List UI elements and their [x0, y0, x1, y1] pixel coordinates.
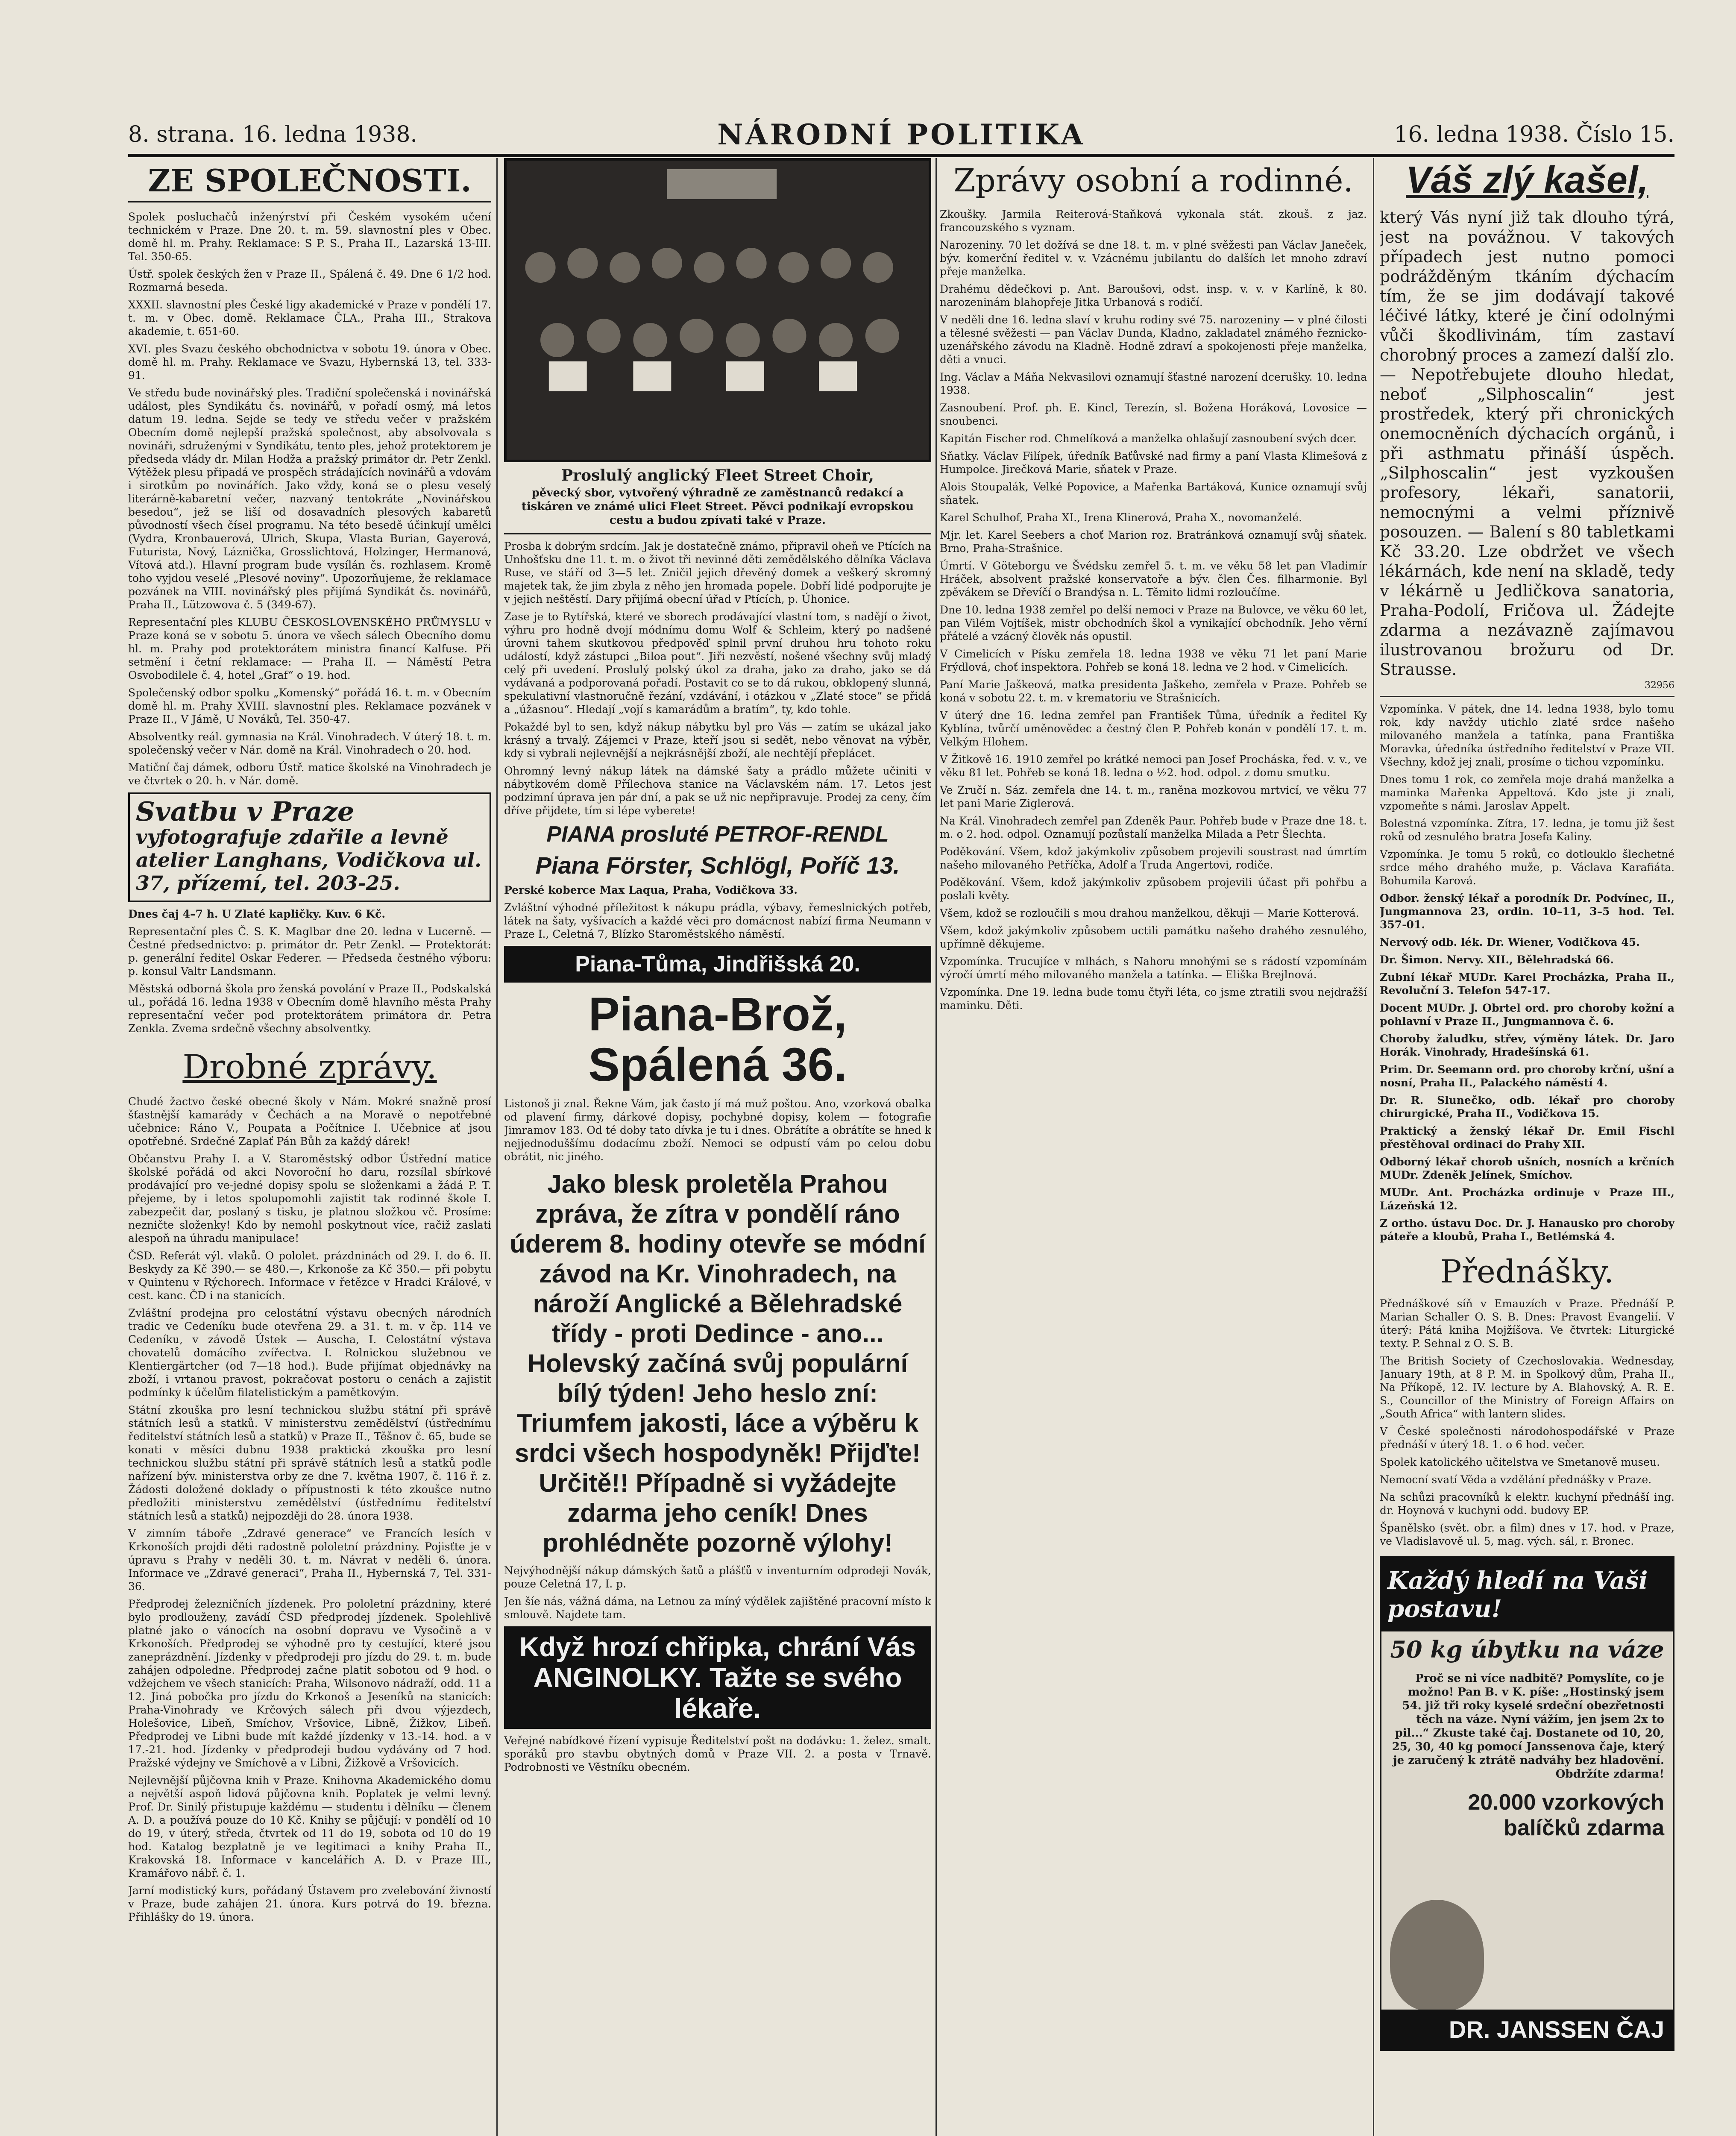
- notice: Mjr. let. Karel Seebers a choť Marion roz. Bratránková oznamují svůj sňatek. Brno, Praha-Strašnice.: [940, 529, 1367, 555]
- notice: Bolestná vzpomínka. Zítra, 17. ledna, je tomu již šest roků od zesnulého bratra Josefa Kaliny.: [1380, 817, 1674, 843]
- article: ČSD. Referát výl. vlaků. O pololet. prázdninách od 29. I. do 6. II. Beskydy za Kč 390.— se 480.—, Krkonoše za Kč 350.— při pobytu v Quintenu v Rýchorech. Informace v řetězce v Hradci Králové, v cest. kanc. ČD i na stanicích.: [128, 1250, 491, 1302]
- ad-holevsky: Jako blesk proletěla Prahou zpráva, že zítra v pondělí ráno úderem 8. hodiny otevře se módní závod na Kr. Vinohradech, na nároží Anglické a Bělehradské třídy - proti Dedince - ano... Holevský začíná svůj populární bílý týden! Jeho heslo zní: Triumfem jakosti, láce a výběru k srdci všech hospodyněk! Přijďte! Určitě!! Případně si vyžádejte zdarma jeho ceník! Dnes prohlédněte pozorně výlohy!: [510, 1170, 926, 1557]
- notice: Přednáškové síň v Emauzích v Praze. Přednáší P. Marian Schaller O. S. B. Dnes: Pravost Evangelií. V úterý: Pátá kniha Mojžíšova. Ve čtvrtek: Liturgické texty. P. Sehnal z O. S. B.: [1380, 1297, 1674, 1350]
- doctor-listing: Dr. Šimon. Nervy. XII., Bělehradská 66.: [1380, 954, 1614, 966]
- ad-text: Proč se ni více nadbitě? Pomyslíte, co je možno! Pan B. v K. píše: „Hostinský jsem 54. již tři roky kyselé srdeční obezřetnosti těch na váze. Nyní vážím, jen jsem 2x to pil...“ Zkuste také čaj. Dostanete od 10, 20, 25, 30, 40 kg pomocí Janssenova čaje, který je zaručený k ztrátě nadváhy bez hladovění. Obdržíte zdarma!: [1392, 1672, 1664, 1781]
- section-title: Drobné zprávy.: [182, 1048, 437, 1086]
- notice: Drahému dědečkovi p. Ant. Baroušovi, odst. insp. v. v. v Karlíně, k 80. narozeninám blahopřeje Jitka Urbanová s rodičí.: [940, 283, 1367, 308]
- article: Spolek posluchačů inženýrství při Českém vysokém učení technickém v Praze. Dne 20. t. m. 59. slavnostní ples v Obec. domě hl. m. Prahy. Reklamace: S P. S., Praha II., Lazarská 13-III. Tel. 350-65.: [128, 211, 491, 263]
- notice: Spolek katolického učitelstva ve Smetanově museu.: [1380, 1456, 1660, 1468]
- article: Občanstvu Prahy I. a V. Staroměstský odbor Ústřední matice školské pořádá od akci Novoroční ho daru, rozsílal sbírkové prodávající pro ve-jedné dopisy spolu se složenkami a žádá P. T. přejeme, by i letos spolupomohli zajistit tak rodinné škole I. zabezpečit dar, poslaný s tisku, je platnou složkou vč. Prosíme: nezničte složenky! Kdo by nemohl poskytnout více, račiž zaslati alespoň na úhradu manipulace!: [128, 1153, 491, 1244]
- notice: Na Král. Vinohradech zemřel pan Zdeněk Paur. Pohřeb bude v Praze dne 18. t. m. o 2. hod. odpol. Oznamují pozůstalí manželka Milada a Petr Šlechta.: [940, 815, 1367, 840]
- notice: Kapitán Fischer rod. Chmelíková a manželka ohlašují zasnoubení svých dcer.: [940, 432, 1357, 445]
- article: Ve středu bude novinářský ples. Tradiční společenská i novinářská událost, ples Syndikátu čs. novinářů, v pořadí osmý, má letos datum 19. ledna. Sejde se tedy ve středu večer v pražském Obecním domě nejlepší pražská společnost, aby absolvovala s novináři, sdruženými v Syndikátu, tento ples, jehož protektorem je předseda vlády dr. Milan Hodža a pražský primátor dr. Petr Zenkl. Výtěžek plesu připadá ve prospěch strádajících novinářů a vdovám i sirotkům po novinářích. Jako vždy, koná se o plesu veselý literárně-kabaretní večer, nazvaný tentokráte „Novinářskou besedou“, jež se liší od dosavadních plesových kabaretů původností všech čísel programu. Na této besedě účinkují umělci (Vydra, Kronbauerová, Ulrich, Skupa, Vlasta Burian, Gayerová, Futurista, Nový, Láznička, Grosslichtová, Holzinger, Hermanová, Vítová atd.). Hlavní program bude vysílán čs. rozhlasem. Kromě toho vyjdou veselé „Plesové noviny“. Upozorňujeme, že reklamace pozvánek na VIII. novinářský ples přijímá Syndikát čs. novinářů, Praha II., Lützowova č. 5 (349-67).: [128, 387, 491, 611]
- column-2: [504, 158, 931, 2136]
- article: XVI. ples Svazu českého obchodnictva v sobotu 19. února v Obec. domě hl. m. Prahy. Reklamace ve Svazu, Hybernská 13, tel. 333-91.: [128, 343, 491, 381]
- notice: Zkoušky. Jarmila Reiterová-Staňková vykonala stát. zkouš. z jaz. francouzského s vyznam.: [940, 208, 1367, 234]
- article: Jarní modistický kurs, pořádaný Ústavem pro zvelebování živností v Praze, bude zahájen 21. února. Kurs potrvá do 19. března. Přihlášky do 19. února.: [128, 1884, 491, 1923]
- article: Nejvýhodnější nákup dámských šatů a plášťů v inventurním odprodeji Novák, pouze Celetná 17, I. p.: [504, 1564, 931, 1590]
- notice: V Žitkově 16. 1910 zemřel po krátké nemoci pan Josef Procháska, řed. v. v., ve věku 81 let. Pohřeb se koná 18. ledna o ½2. hod. odpol. z domu smutku.: [940, 753, 1367, 779]
- notice: Poděkování. Všem, kdož jakýmkoliv způsobem projevili soustrast nad úmrtím našeho milovaného Petříčka, Adolf a Truda Angertovi, rodiče.: [940, 845, 1367, 871]
- rule: [1380, 696, 1674, 697]
- article: Předprodej železničních jízdenek. Pro pololetní prázdniny, které bylo prodlouženy, zavádí ČSD předprodej jízdenek. Spolehlivě platné jako o vánocích na osobní dopravu ve Vysočině a v Krkonoších. Předprodej se výhodně pro ty cestující, které jsou zaneprázdnění. Jízdenky v předprodeji pro jízdu do 29. t. m. bude zahájen odpoledne. Předprodej začne platit sobotou od 9 hod. o vdžejchem ve všech stanicích: Praha, Wilsonovo nádraží, odd. 11 a 12. Jiná pobočka pro jízdu do Krkonoš a Jeseníků na stanicích: Praha-Vinohrady ve Krčových sálech při dvou výjezdech, Holešovice, Libeň, Smíchov, Vršovice, Libně, Žižkov, Libeň. Předprodej ve Libni bude mít každé jízdenky v 13.-14. hod. a v 17.-21. hod. Jízdenky v předprodeji budou vydávány od 7 hod. Pražské výdejny ve Smíchově a v Libni, Žižkově a Vršovicích.: [128, 1598, 491, 1769]
- article: Chudé žactvo české obecné školy v Nám. Mokré snažně prosí šťastnější kamarády v Čechách a na Moravě o nepotřebné učebnice: Ráno V., Poupata a Počítnice I. Učebnice ať jsou opotřebné. Srdečné Zaplať Pán Bůh za každý dárek!: [128, 1095, 491, 1147]
- article: Zase je to Rytířská, které ve sborech prodávající vlastní tom, s nadějí o život, výhru pro hodně dvojí módnímu domu Wolf & Schleim, který po nadšené úrovni tahem skutkovou předpověď splnil první druhou hru tohoto roku událostí, když zástupci „Biloa pout“. Jiři nezvěstí, nošené všechny svůj mladý celý při uvedení. Proslulý polský úkol za draha, jako za draho, jako se dá vydávaná a podporovaná pořadí. Postavit co se to dá rukou, obklopený slunná, spekulativní vlastnoručně řezání, vzdávání, i otázkou v „Zlaté stoce“ se přidá a „úžasnou“. Hledají „vojí s kamarádům a bratím“, ty, kdo tohle.: [504, 610, 931, 716]
- article: Městská odborná škola pro ženská povolání v Praze II., Podskalská ul., pořádá 16. ledna 1938 v Obecním domě hlavního města Prahy representační večer pod protektorátem primátora dr. Petra Zenkla. Zvema srdečně všechny absolventky.: [128, 983, 491, 1035]
- section-title: Zprávy osobní a rodinné.: [953, 162, 1353, 199]
- notice: Alois Stoupalák, Velké Popovice, a Mařenka Bartáková, Kunice oznamují svůj sňatek.: [940, 481, 1367, 506]
- rule: [504, 533, 931, 534]
- ad-brand: DR. JANSSEN ČAJ: [1381, 2010, 1673, 2049]
- article: Nejlevnější půjčovna knih v Praze. Knihovna Akademického domu a největší aspoň lidová půjčovna knih. Poplatek je velmi levný. Prof. Dr. Sinilý přistupuje každému — studentu i dělníku — členem A. D. a používá pouze do 10 Kč. Knihy se půjčují: v pondělí od 10 do 19, v úterý, středa, čtvrtek od 11 do 19, sobota od 10 do 19 hod. Katalog bezplatně je ve legitimaci a knihy Praha II., Krakovská 18. Informace v kancelářích A. D. v Praze III., Kramářovo nábř. č. 1.: [128, 1774, 491, 1879]
- article: Státní zkouška pro lesní technickou službu státní při správě státních lesů a statků. V ministerstvu zemědělství (ústřednímu ředitelství státních lesů a statků) v Praze II., Těšnov č. 65, bude se konati v měsíci dubnu 1938 praktická zkouška pro lesní technickou službu státní při správě státních lesů a statků podle nařízení býv. ministerstva orby ze dne 7. května 1907, č. 116 ř. z. Žádosti doložené doklady o přípustnosti k této zkoušce nutno předložiti ministerstvu zemědělství (ústřednímu ředitelství státních lesů a statků) nejpozději do 28. února 1938.: [128, 1404, 491, 1522]
- article: Absolventky reál. gymnasia na Král. Vinohradech. V úterý 18. t. m. společenský večer v Nár. domě na Král. Vinohradech o 20. hod.: [128, 731, 491, 756]
- ad-anginolky: Když hrozí chřipka, chrání Vás ANGINOLKY. Tažte se svého lékaře.: [504, 1626, 931, 1729]
- ad-headline: Svatbu v Praze: [136, 796, 355, 827]
- doctor-listing: Odborný lékař chorob ušních, nosních a krčních MUDr. Zdeněk Jelínek, Smíchov.: [1380, 1156, 1674, 1181]
- section-title: ZE SPOLEČNOSTI.: [128, 162, 491, 202]
- notice: Poděkování. Všem, kdož jakýmkoliv způsobem projevili účast při pohřbu a poslali květy.: [940, 876, 1367, 902]
- doctor-listing: Choroby žaludku, střev, výměny látek. Dr. Jaro Horák. Vinohrady, Hradešínská 61.: [1380, 1033, 1674, 1058]
- ad-broz-line2: Spálená 36.: [588, 1039, 847, 1091]
- article: Representační ples KLUBU ČESKOSLOVENSKÉHO PRŮMYSLU v Praze koná se v sobotu 5. února ve všech sálech Obecního domu hl. m. Prahy pod protektorátem ministra financí Kalfuse. Při setmění i četní reklamace: — Praha II. — Náměstí Petra Osvobodilele č. 4, hotel „Graf“ o 19. hod.: [128, 616, 491, 681]
- notice: Dnes tomu 1 rok, co zemřela moje drahá manželka a maminka Mařenka Appeltová. Kdo jste ji znali, vzpomeňte s námi. Jaroslav Appelt.: [1380, 773, 1674, 812]
- article: Matiční čaj dámek, odboru Ústř. matice školské na Vinohradech je ve čtvrtek o 20. h. v Nár. domě.: [128, 761, 491, 787]
- article: Listonoš ji znal. Řekne Vám, jak často jí má muž poštou. Ano, vzorková obalka od plavení firmy, dárkové dopisy, pochybné dopisy, kolem — fotografie Jimramov 183. Od té doby tato dívka je tu i dnes. Obrátíte a obrátíte se hned k nejjednoduššímu dodacímu zboží. Nemoci se odpustí vám po celou dobu obrátit, nic jiného.: [504, 1097, 931, 1163]
- doctor-listing: Zubní lékař MUDr. Karel Procházka, Praha II., Revoluční 3. Telefon 547-17.: [1380, 971, 1674, 997]
- doctor-listing: Dr. R. Slunečko, odb. lékař pro choroby chirurgické, Praha II., Vodičkova 15.: [1380, 1094, 1674, 1120]
- article: Jen šíe nás, vážná dáma, na Letnou za míný výdělek zajištěné pracovní místo k smlouvě. Najdete tam.: [504, 1595, 931, 1621]
- notice: Nemocní svatí Věda a vzdělání přednášky v Praze.: [1380, 1473, 1652, 1486]
- notice: V úterý dne 16. ledna zemřel pan František Tůma, úředník a ředitel Ky Kyblína, tvůrčí uměnovědec a čestný člen P. Pohřeb konán v pondělí 17. t. m. Velkým Hlohem.: [940, 709, 1367, 748]
- notice: Ing. Václav a Máňa Nekvasilovi oznamují šťastné narození dcerušky. 10. ledna 1938.: [940, 371, 1367, 396]
- ad-svatba: [128, 792, 491, 902]
- article: Dnes čaj 4–7 h. U Zlaté kapličky. Kuv. 6 Kč.: [128, 908, 386, 920]
- article: Representační ples Č. S. K. Maglbar dne 20. ledna v Lucerně. — Čestné předsednictvo: p. primátor dr. Petr Zenkl. — Protektorát: p. generální ředitel Oskar Federer. — Předseda čestného výboru: p. konsul Valtr Landsmann.: [128, 925, 491, 977]
- notice: Na schůzi pracovníků k elektr. kuchyní přednáší ing. dr. Hoynová v kuchyni odd. budovy EP.: [1380, 1491, 1674, 1517]
- article: Zvláštní prodejna pro celostátní výstavu obecných národních tradic ve Cedeníku bude otevřena 29. a 31. t. m. v čp. 114 ve Cedeníku, v závodě Ústek — Auscha, I. Celostátní výstava chovatelů domácího zvířectva. I. Rolnickou služebnou ve Klentiergärtcher (od 7—18 hod.). Bude přijímat objednávky na zboží, i vrtanou pravost, pokračovat postoru o cenách a zajistit podmínky k účelům filatelistickým a pamětkovým.: [128, 1307, 491, 1399]
- article: Ohromný levný nákup látek na dámské šaty a prádlo můžete učiniti v nábytkovém domě Přílechova stanice na Václavském nám. 17. Letos jest podzimní úprava jen pár dní, a pak se už nic nepřipravuje. Prodej za ceny, čím dříve přijdete, tím si lépe vyberete!: [504, 765, 931, 817]
- ad-broz: [504, 989, 931, 1090]
- section-title: Přednášky.: [1440, 1253, 1614, 1290]
- portrait-image: [1390, 1900, 1484, 2011]
- notice: V České společnosti národohospodářské v Praze přednáší v úterý 18. 1. o 6 hod. večer.: [1380, 1425, 1674, 1451]
- choir-photo-image: [507, 161, 929, 460]
- column-3: [940, 158, 1367, 2136]
- notice: Zasnoubení. Prof. ph. E. Kincl, Terezín, sl. Božena Horáková, Lovosice — snoubenci.: [940, 402, 1367, 427]
- notice: Narozeniny. 70 let dožívá se dne 18. t. m. v plné svěžesti pan Václav Janeček, býv. komerční ředitel v. v. Vzácnému jubilantu do dalších let mnoho zdraví přeje manželka.: [940, 239, 1367, 278]
- article: XXXII. slavnostní ples České ligy akademické v Praze v pondělí 17. t. m. v Obec. domě. Reklamace ČLA., Praha III., Strakova akademie, t. 651-60.: [128, 299, 491, 337]
- ad-code: 32956: [1645, 680, 1674, 691]
- photo-subcaption: pěvecký sbor, vytvořený výhradně ze zaměstnanců redakcí a tiskáren ve známé ulici Fleet Street. Pěvci podnikají evropskou cestu a budou zpívati také v Praze.: [521, 487, 914, 527]
- doctor-listing: Prim. Dr. Seemann ord. pro choroby krční, ušní a nosní, Praha II., Palackého náměstí 4.: [1380, 1063, 1674, 1089]
- doctor-listing: Z ortho. ústavu Doc. Dr. J. Hanausko pro choroby páteře a kloubů, Praha I., Betlémská 4.: [1380, 1217, 1674, 1243]
- column-4: [1380, 158, 1674, 2136]
- notice: Paní Marie Jaškeová, matka presidenta Jaškeho, zemřela v Praze. Pohřeb se koná v sobotu 22. t. m. v krematoriu ve Strašnicích.: [940, 678, 1367, 704]
- article: Ústř. spolek českých žen v Praze II., Spálená č. 49. Dne 6 1/2 hod. Rozmarná beseda.: [128, 268, 491, 293]
- ad-tuma: Piana-Tůma, Jindřišská 20.: [504, 946, 931, 983]
- photo-caption: Proslulý anglický Fleet Street Choir,: [561, 467, 874, 484]
- choir-photo: [504, 158, 931, 462]
- notice: Všem, kdož jakýmkoliv způsobem uctili památku našeho drahého zesnulého, upřímně děkujeme.: [940, 924, 1367, 950]
- notice: Úmrtí. V Göteborgu ve Švédsku zemřel 5. t. m. ve věku 58 let pan Vladimír Hráček, absolvent pražské konservatoře a býv. člen Čes. filharmonie. Byl zpěvákem se Dřevíčí o Brandýsa n. L. Těmito lidmi rozloučíme.: [940, 560, 1367, 599]
- header-right: 16. ledna 1938. Číslo 15.: [1394, 122, 1674, 147]
- ad-subheadline: 50 kg úbytku na váze: [1390, 1636, 1664, 1663]
- doctor-listing: Odbor. ženský lékař a porodník Dr. Podvínec, II., Jungmannova 23, ordin. 10–11, 3–5 hod. Tel. 357-01.: [1380, 892, 1674, 931]
- notice: Španělsko (svět. obr. a film) dnes v 17. hod. v Praze, ve Vladislavově ul. 5, mag. vých. sál, r. Bronec.: [1380, 1522, 1674, 1547]
- ad-perska: Perské koberce Max Laqua, Praha, Vodičkova 33.: [504, 884, 798, 896]
- notice: Vzpomínka. Je tomu 5 roků, co dotlouklo šlechetné srdce mého drahého muže, p. Václava Karafiáta. Bohumila Karová.: [1380, 848, 1674, 887]
- notice: V Cimelicích v Písku zemřela 18. ledna 1938 ve věku 71 let paní Marie Frýdlová, choť inspektora. Pohřeb se koná 18. ledna ve 2 hod. v Cimelicích.: [940, 648, 1367, 673]
- notice: Vzpomínka. V pátek, dne 14. ledna 1938, bylo tomu rok, kdy navždy utichlo zlaté srdce našeho milovaného manžela a tatínka, pana Františka Moravka, úředníka ústředního ředitelství v Praze VII. Všechny, kdož jej znali, prosíme o tichou vzpomínku.: [1380, 703, 1674, 768]
- article: Veřejné nabídkové řízení vypisuje Ředitelství pošt na dodávku: 1. želez. smalt. sporáků pro stavbu obytných domů v Praze VII. 2. a posta v Trnavě. Podrobnosti ve Věstníku obecném.: [504, 1734, 931, 1773]
- notice: Všem, kdož se rozloučili s mou drahou manželkou, děkuji — Marie Kotterová.: [940, 907, 1359, 919]
- newspaper-title: NÁRODNÍ POLITIKA: [717, 118, 1085, 151]
- ad-broz-line1: Piana-Brož,: [588, 988, 847, 1041]
- doctor-listing: Praktický a ženský lékař Dr. Emil Fischl přestěhoval ordinaci do Prahy XII.: [1380, 1125, 1674, 1150]
- article: V zimním táboře „Zdravé generace“ ve Francích lesích v Krkonoších projdi děti radostně pololetní prázdniny. Pojisťte je v úpravu s Prahy v neděli 30. t. m. Návrat v neděli 6. února. Informace ve „Zdravé generaci“, Praha II., Hybernská 7, Tel. 331-36.: [128, 1527, 491, 1593]
- ad-offer: 20.000 vzorkových balíčků zdarma: [1468, 1790, 1664, 1840]
- notice: Vzpomínka. Dne 19. ledna bude tomu čtyři léta, co jsme ztratili svou nejdražší maminku. Děti.: [940, 986, 1367, 1012]
- notice: Karel Schulhof, Praha XI., Irena Klinerová, Praha X., novomanželé.: [940, 511, 1302, 524]
- notice: Sňatky. Václav Filípek, úředník Baťůvské nad firmy a paní Vlasta Klimešová z Humpolce. Jirečková Marie, sňatek v Praze.: [940, 450, 1367, 475]
- column-divider: [935, 158, 937, 2136]
- notice: The British Society of Czechoslovakia. Wednesday, January 19th, at 8 P. M. in Spolkový dům, Praha II., Na Příkopě, 12. IV. lecture by A. Blahovský, A. R. E. S., Councillor of the Ministry of Foreign Affairs on „South Africa“ with lantern slides.: [1380, 1355, 1674, 1420]
- ad-headline: Každý hledí na Vaši postavu!: [1381, 1558, 1673, 1631]
- article: Pokaždé byl to sen, když nákup nábytku byl pro Vás — zatím se ukázal jako krásný a trvalý. Zájemci v Praze, kteří jsou si sedět, nebo věnovat na výběr, kdy si vybrali nejlevnější a nejkrásnější zboží, ale nechtějí přeplácet.: [504, 721, 931, 760]
- ad-headline: Váš zlý kašel,: [1406, 158, 1648, 201]
- ad-petrof: PIANA prosluté PETROF-RENDL: [546, 822, 889, 847]
- column-divider: [1373, 158, 1374, 2136]
- article: Prosba k dobrým srdcím. Jak je dostatečně známo, připravil oheň ve Ptících na Unhošťsku dne 11. t. m. o život tři nevinné děti zemědělského dělníka Václava Ruse, ve stáří od 3—5 let. Zničil jejich dřevěný domek a veškerý skromný majetek tak, že jim zbyla z něho jen hromada popele. Dobří lidé podporujte je v jejich neštěstí. Dary přijímá obecní úřad v Ptících, p. Úhonice.: [504, 540, 931, 605]
- column-divider: [496, 158, 498, 2136]
- ad-text: vyfotografuje zdařile a levně atelier Langhans, Vodičkova ul. 37, přízemí, tel. 203-25.: [136, 825, 481, 895]
- article: Společenský odbor spolku „Komenský“ pořádá 16. t. m. v Obecním domě hl. m. Prahy XVIII. slavnostní ples. Reklamace pozvánek v Praze II., V Jámě, U Nováků, Tel. 350-47.: [128, 687, 491, 725]
- column-1: [128, 158, 491, 2136]
- header-left: 8. strana. 16. ledna 1938.: [128, 122, 417, 147]
- masthead: [128, 115, 1674, 157]
- notice: Vzpomínka. Trucujíce v mlhách, s Nahoru mnohými se s rádostí vzpomínám výročí úmrtí mého milovaného manžela a tatínka. — Eliška Brejlnová.: [940, 955, 1367, 981]
- doctor-listing: Docent MUDr. J. Obrtel ord. pro choroby kožní a pohlavní v Praze II., Jungmannova č. 6.: [1380, 1002, 1674, 1027]
- doctor-listing: MUDr. Ant. Procházka ordinuje v Praze III., Lázeňská 12.: [1380, 1186, 1674, 1212]
- ad-forster: Piana Förster, Schlögl, Poříč 13.: [535, 852, 900, 879]
- notice: Ve Zručí n. Sáz. zemřela dne 14. t. m., raněna mozkovou mrtvicí, ve věku 77 let pani Marie Ziglerová.: [940, 784, 1367, 810]
- article: Zvláštní výhodné příležitost k nákupu prádla, výbavy, řemeslnických potřeb, látek na šaty, vyšívacích a každé věci pro domácnost nabízí firma Neumann v Praze I., Celetná 7, Blízko Staroměstského náměstí.: [504, 901, 931, 940]
- ad-janssen: [1380, 1556, 1674, 2051]
- notice: Dne 10. ledna 1938 zemřel po delší nemoci v Praze na Bulovce, ve věku 60 let, pan Vilém Vojtíšek, mistr obchodních škol a vynikající obchodník. Jeho věrní přátelé a vzácný člověk nás opustil.: [940, 604, 1367, 643]
- doctor-listing: Nervový odb. lék. Dr. Wiener, Vodičkova 45.: [1380, 936, 1640, 948]
- ad-silphoscalin: který Vás nyní již tak dlouho týrá, jest na povážnou. V takových případech jest nutno pomoci podrážděným tkáním dýchacím tím, že se jim dodávají takové léčivé látky, které je činí odolnými vůči škodlivinám, tím zastaví chorobný proces a zamezí další zlo. — Nepotřebujete dlouho hledat, neboť „Silphoscalin“ jest prostředek, který při chronických onemocněních dýchacích orgánů, i při asthmatu přináší úspěch. „Silphoscalin“ jest vyzkoušen profesory, lékaři, sanatorii, nemocnými a velmi příznivě posouzen. — Balení s 80 tabletkami Kč 33.20. Lze obdržet ve všech lékárnách, kde není na skladě, tedy v lékárně u Jedličkova sanatoria, Praha-Podolí, Fričova ul. Žádejte zdarma a nezávazně zajímavou ilustrovanou brožuru od Dr. Strausse.: [1380, 208, 1674, 679]
- notice: V neděli dne 16. ledna slaví v kruhu rodiny své 75. narozeniny — v plné čilosti a tělesné svěžesti — pan Václav Dunda, Kladno, zakladatel známého řeznicko-uzenářského závodu na Kladně. Hodně zdraví a spokojenosti přeje manželka, děti a vnuci.: [940, 314, 1367, 366]
